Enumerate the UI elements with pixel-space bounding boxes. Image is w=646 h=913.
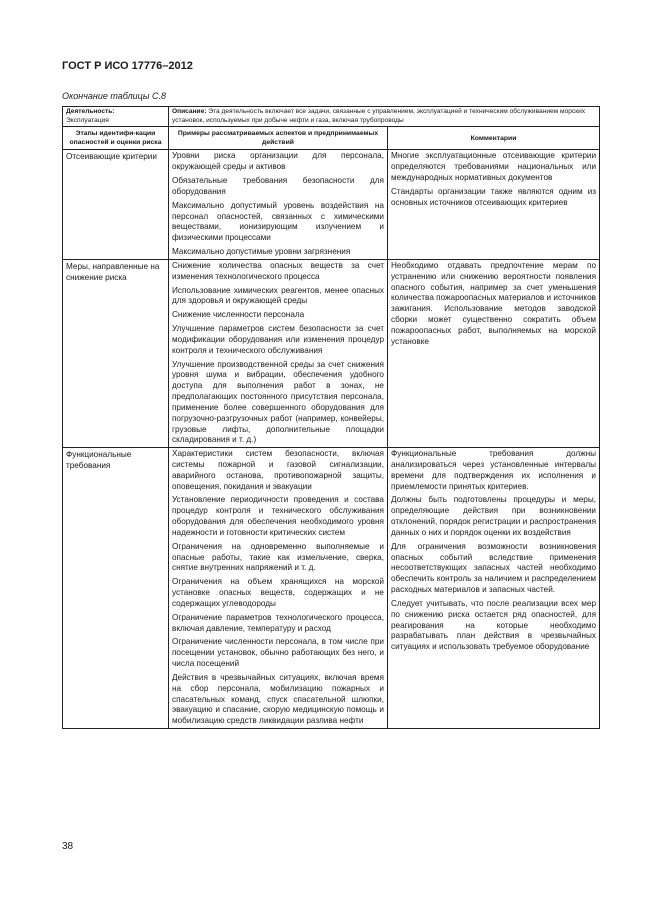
document-header: ГОСТ Р ИСО 17776–2012 xyxy=(62,60,193,72)
aspect-paragraph: Использование химических реагентов, менее опасных для здоровья и окружающей среды xyxy=(172,285,384,306)
aspect-paragraph: Уровни риска организации для персонала, окружающей среды и активов xyxy=(172,151,384,172)
hazard-table xyxy=(62,106,600,729)
column-header-stage: Этапы идентифи-кации опасностей и оценки риска xyxy=(63,127,169,150)
stage-cell: Отсеивающие критерии xyxy=(63,150,169,259)
aspect-paragraph: Улучшение производственной среды за счет снижения уровня шума и вибрации, обеспечения удобного доступа для выполнения работ в зонах, не предполагающих постоянного присутствия персонала, применение более совершенного оборудования для погрузочно-разгрузочных работ (например, конвейеры, грузовые лифты, дополнительные площадки складирования и т. д.) xyxy=(172,359,384,445)
comment-paragraph: Функциональные требования должны анализироваться через установленные интервалы времени для подтверждения их исполнения и приемлемости принятых критериев. xyxy=(391,449,597,491)
table-row xyxy=(63,150,600,259)
comment-paragraph: Для ограничения возможности возникновения опасных событий вследствие применения несоответствующих запасных частей необходимо обеспечить контроль за наличием и распределением расходных материалов и запасных частей. xyxy=(391,541,597,595)
table-row xyxy=(63,259,600,447)
aspect-paragraph: Характеристики систем безопасности, включая системы пожарной и газовой сигнализации, аварийного останова, противопожарной защиты, оповещения, покидания и эвакуации xyxy=(172,449,384,491)
aspect-paragraph: Снижение количества опасных веществ за счет изменения технологического процесса xyxy=(172,260,384,281)
comment-paragraph: Стандарты организации также являются одним из основных источников отсеивающих критериев xyxy=(391,186,597,207)
comments-cell xyxy=(388,259,600,447)
page-number: 38 xyxy=(62,841,74,852)
aspect-paragraph: Ограничение численности персонала, в том числе при посещении установок, обычно работающих без него, и числа посещений xyxy=(172,637,384,669)
aspects-cell xyxy=(169,259,388,447)
comments-cell xyxy=(388,448,600,729)
aspect-paragraph: Максимально допустимый уровень воздействия на персонал опасностей, связанных с химическими веществами, ионизирующим излучением и физическими процессами xyxy=(172,200,384,243)
column-header-aspects: Примеры рассматриваемых аспектов и предпринимаемых действий xyxy=(169,127,388,150)
stage-cell: Функциональные требования xyxy=(63,448,169,729)
aspect-paragraph: Снижение численности персонала xyxy=(172,310,305,320)
comment-paragraph: Следует учитывать, что после реализации всех мер по снижению риска остается ряд опасностей, для реагирования на которые необходимо разрабатывать план действия в чрезвычайных ситуациях и использовать требуемое оборудование xyxy=(391,598,597,652)
table-caption: Окончание таблицы С.8 xyxy=(62,91,166,101)
activity-label: Деятельность: xyxy=(66,108,115,115)
comment-paragraph: Необходимо отдавать предпочтение мерам по устранению или снижению вероятности появления опасного события, например за счет уменьшения количества пожароопасных материалов и источников зажигания. Использование методов заводской сборки может существенно сократить объем пожароопасных работ, выполняемых на морской установке xyxy=(391,260,597,346)
description-label: Описание: xyxy=(172,108,207,115)
aspect-paragraph: Улучшение параметров систем безопасности за счет модификации оборудования или изменения процедур контроля и технического обслуживания xyxy=(172,324,384,355)
comment-paragraph: Многие эксплуатационные отсеивающие критерии определяются требованиями национальных или международных нормативных документов xyxy=(391,151,597,183)
activity-row xyxy=(63,107,600,127)
column-header-comments: Комментарии xyxy=(388,127,600,150)
activity-value: Эксплуатация xyxy=(66,116,109,124)
comment-paragraph: Должны быть подготовлены процедуры и меры, определяющие действия при возникновении отклонений, порядок регистрации и распространения данных о них и порядок оценки их воздействия xyxy=(391,495,597,537)
aspect-paragraph: Ограничение параметров технологического процесса, включая давление, температуру и расход xyxy=(172,612,384,633)
description-text: Эта деятельность включает все задачи, связанные с управлением, эксплуатацией и техническим обслуживанием морских установок, используемых при добыче нефти и газа, включая трубопроводы xyxy=(172,108,586,124)
column-header-row xyxy=(63,127,600,150)
aspect-paragraph: Ограничения на объем хранящихся на морской установке опасных веществ, содержащих и не содержащих углеводороды xyxy=(172,577,384,608)
table-row xyxy=(63,448,600,729)
aspects-cell xyxy=(169,150,388,259)
table-body xyxy=(63,150,600,729)
aspect-paragraph: Установление периодичности проведения и состава процедур контроля и технического обслуживания оборудования для обеспечения необходимого уровня надежности и готовности критических систем xyxy=(172,495,384,537)
aspect-paragraph: Максимально допустимые уровни загрязнения xyxy=(172,247,351,257)
stage-cell: Меры, направленные на снижение риска xyxy=(63,259,169,447)
activity-cell xyxy=(63,107,169,127)
aspect-paragraph: Ограничения на одновременно выполняемые и опасные работы, такие как измельчение, сверка, снятие внутренних напряжений и т. д. xyxy=(172,541,384,573)
description-cell xyxy=(169,107,600,127)
aspect-paragraph: Действия в чрезвычайных ситуациях, включая время на сбор персонала, мобилизацию пожарных и спасательных команд, спуск спасательной шлюпки, эвакуацию и спасание, скорую медицинскую помощь и мобилизацию средств ликвидации разлива нефти xyxy=(172,672,384,726)
aspect-paragraph: Обязательные требования безопасности для оборудования xyxy=(172,176,384,196)
aspects-cell xyxy=(169,448,388,729)
comments-cell xyxy=(388,150,600,259)
